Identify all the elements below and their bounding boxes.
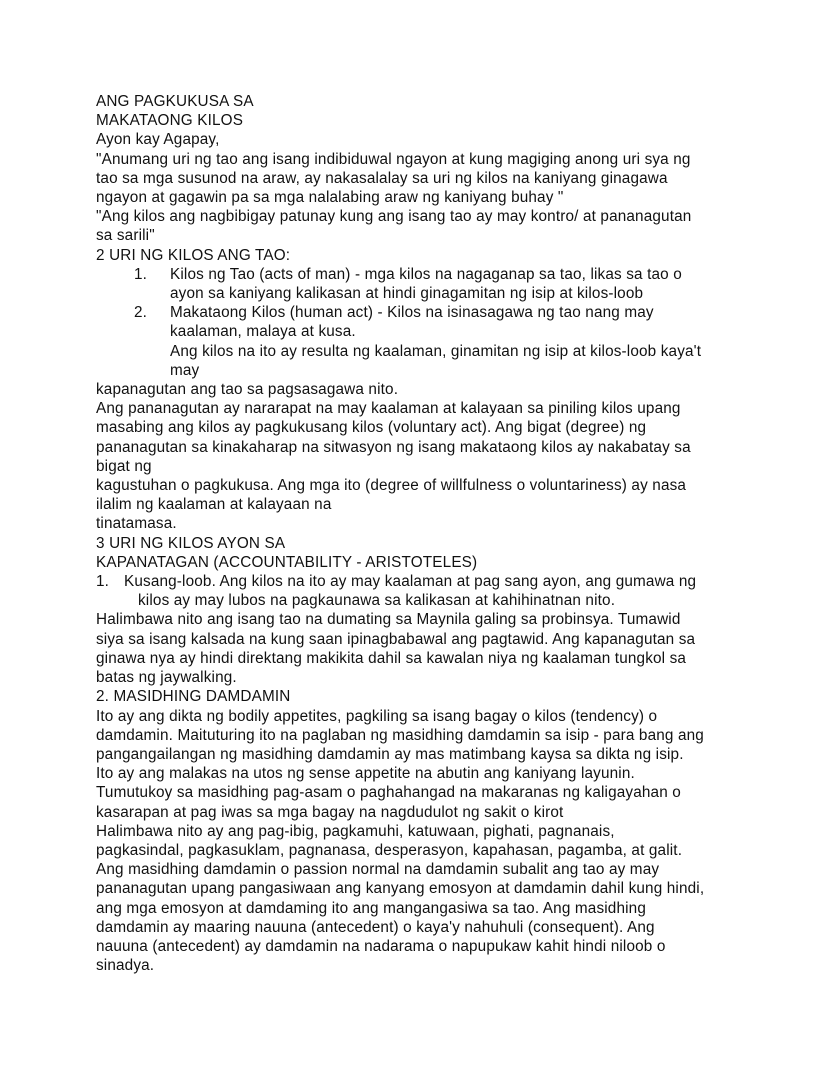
heading-three-uri-ng-kilos (96, 534, 744, 572)
quote-one (96, 150, 744, 208)
quote-two-line-2: sa sarili" (96, 227, 155, 245)
paragraph-line: ang mga emosyon at damdaming ito ang mangangasiwa sa tao. Ang masidhing (96, 899, 646, 917)
paragraph-masidhing-damdamin (96, 707, 744, 976)
paragraph-line: sinadya. (96, 957, 155, 975)
title-line-2: MAKATAONG KILOS (96, 112, 244, 130)
list-item-line: Kilos ng Tao (acts of man) - mga kilos na nagaganap sa tao, likas sa tao o (170, 265, 682, 283)
paragraph-line: ginawa nya ay hindi direktang makikita dahil sa kawalan niya ng kaalaman tungkol sa (96, 649, 687, 667)
paragraph-line: Tumutukoy sa masidhing pag-asam o paghahangad na makaranas ng kaligayahan o (96, 784, 681, 802)
list-item-line: may (170, 361, 200, 379)
paragraph-line: batas ng jaywalking. (96, 669, 237, 687)
heading-line-1: 3 URI NG KILOS AYON SA (96, 534, 286, 552)
paragraph-line: kasarapan at pag iwas sa mga bagay na nagdudulot ng sakit o kirot (96, 803, 564, 821)
heading-line-2: KAPANATAGAN (ACCOUNTABILITY - ARISTOTELES) (96, 553, 478, 571)
paragraph-line: damdamin. Maituturing ito na paglaban ng masidhing damdamin sa isip - para bang ang (96, 726, 704, 744)
paragraph-line: pananagutan upang pangasiwaan ang kanyang emosyon at damdamin dahil kung hindi, (96, 880, 705, 898)
quote-two (96, 207, 744, 245)
quote-two-line-1: "Ang kilos ang nagbibigay patunay kung ang isang tao ay may kontro/ at pananagutan (96, 208, 692, 226)
paragraph-line: Ang pananagutan ay nararapat na may kaalaman at kalayaan sa piniling kilos upang (96, 400, 681, 418)
list-item-line: kilos ay may lubos na pagkaunawa sa kalikasan at kahihinatnan nito. (138, 592, 616, 610)
document-body (96, 92, 744, 975)
list-item (96, 572, 744, 610)
paragraph-line: pananagutan sa kinakaharap na sitwasyon ng isang makataong kilos ay nakabatay sa (96, 438, 691, 456)
attribution: Ayon kay Agapay, (96, 131, 220, 149)
paragraph-line: Ito ay ang dikta ng bodily appetites, pagkiling sa isang bagay o kilos (tendency) o (96, 707, 658, 725)
paragraph-line: tinatamasa. (96, 515, 177, 533)
heading-masidhing-damdamin: 2. MASIDHING DAMDAMIN (96, 688, 291, 706)
list-marker: 1. (96, 573, 110, 591)
list-item (96, 303, 744, 380)
list-kapanatagan (96, 572, 744, 610)
title-line-1: ANG PAGKUKUSA SA (96, 93, 254, 110)
paragraph-line: pagkasindal, pagkasuklam, pagnanasa, desperasyon, kapahasan, pagamba, at galit. (96, 841, 683, 859)
paragraph-line: Ang masidhing damdamin o passion normal na damdamin subalit ang tao ay may (96, 861, 660, 879)
document-title (96, 92, 744, 130)
list-marker: 2. (134, 304, 148, 322)
list-item (96, 265, 744, 303)
paragraph-line: bigat ng (96, 457, 152, 475)
paragraph-line: Halimbawa nito ay ang pag-ibig, pagkamuhi, katuwaan, pighati, pagnanais, (96, 822, 615, 840)
paragraph-line: nauuna (antecedent) ay damdamin na nadarama o napupukaw kahit hindi niloob o (96, 937, 666, 955)
paragraph-line: ilalim ng kaalaman at kalayaan na (96, 496, 332, 514)
paragraph-line: Halimbawa nito ang isang tao na dumating sa Maynila galing sa probinsya. Tumawid (96, 611, 681, 629)
list-uri-ng-kilos (96, 265, 744, 380)
heading-two-uri-ng-kilos: 2 URI NG KILOS ANG TAO: (96, 246, 291, 264)
paragraph-line: siya sa isang kalsada na kung saan ipinagbabawal ang pagtawid. Ang kapanagutan sa (96, 630, 696, 648)
list-item-line: Ang kilos na ito ay resulta ng kaalaman, ginamitan ng isip at kilos-loob kaya't (170, 342, 702, 360)
list-item-line: Kusang-loob. Ang kilos na ito ay may kaalaman at pag sang ayon, ang gumawa ng (124, 573, 697, 591)
paragraph-halimbawa-jaywalking (96, 610, 744, 687)
paragraph-line: kapanagutan ang tao sa pagsasagawa nito. (96, 381, 399, 399)
paragraph-line: pangangailangan ng masidhing damdamin ay mas matimbang kaysa sa dikta ng isip. (96, 745, 684, 763)
quote-one-line-3: ngayon at gagawin pa sa mga nalalabing araw ng kaniyang buhay " (96, 189, 564, 207)
paragraph-pananagutan (96, 380, 744, 534)
paragraph-line: kagustuhan o pagkukusa. Ang mga ito (degree of willfulness o voluntariness) ay nasa (96, 477, 687, 495)
paragraph-line: damdamin ay maaring nauuna (antecedent) o kaya'y nahuhuli (consequent). Ang (96, 918, 655, 936)
list-item-line: Makataong Kilos (human act) - Kilos na isinasagawa ng tao nang may (170, 304, 654, 322)
list-item-line: kaalaman, malaya at kusa. (170, 323, 356, 341)
paragraph-line: masabing ang kilos ay pagkukusang kilos (voluntary act). Ang bigat (degree) ng (96, 419, 647, 437)
paragraph-line: Ito ay ang malakas na utos ng sense appetite na abutin ang kaniyang layunin. (96, 765, 635, 783)
list-item-line: ayon sa kaniyang kalikasan at hindi ginagamitan ng isip at kilos-loob (170, 285, 644, 303)
list-marker: 1. (134, 265, 148, 283)
quote-one-line-1: "Anumang uri ng tao ang isang indibiduwal ngayon at kung magiging anong uri sya ng (96, 150, 691, 168)
quote-one-line-2: tao sa mga susunod na araw, ay nakasalalay sa uri ng kilos na kaniyang ginagawa (96, 169, 668, 187)
